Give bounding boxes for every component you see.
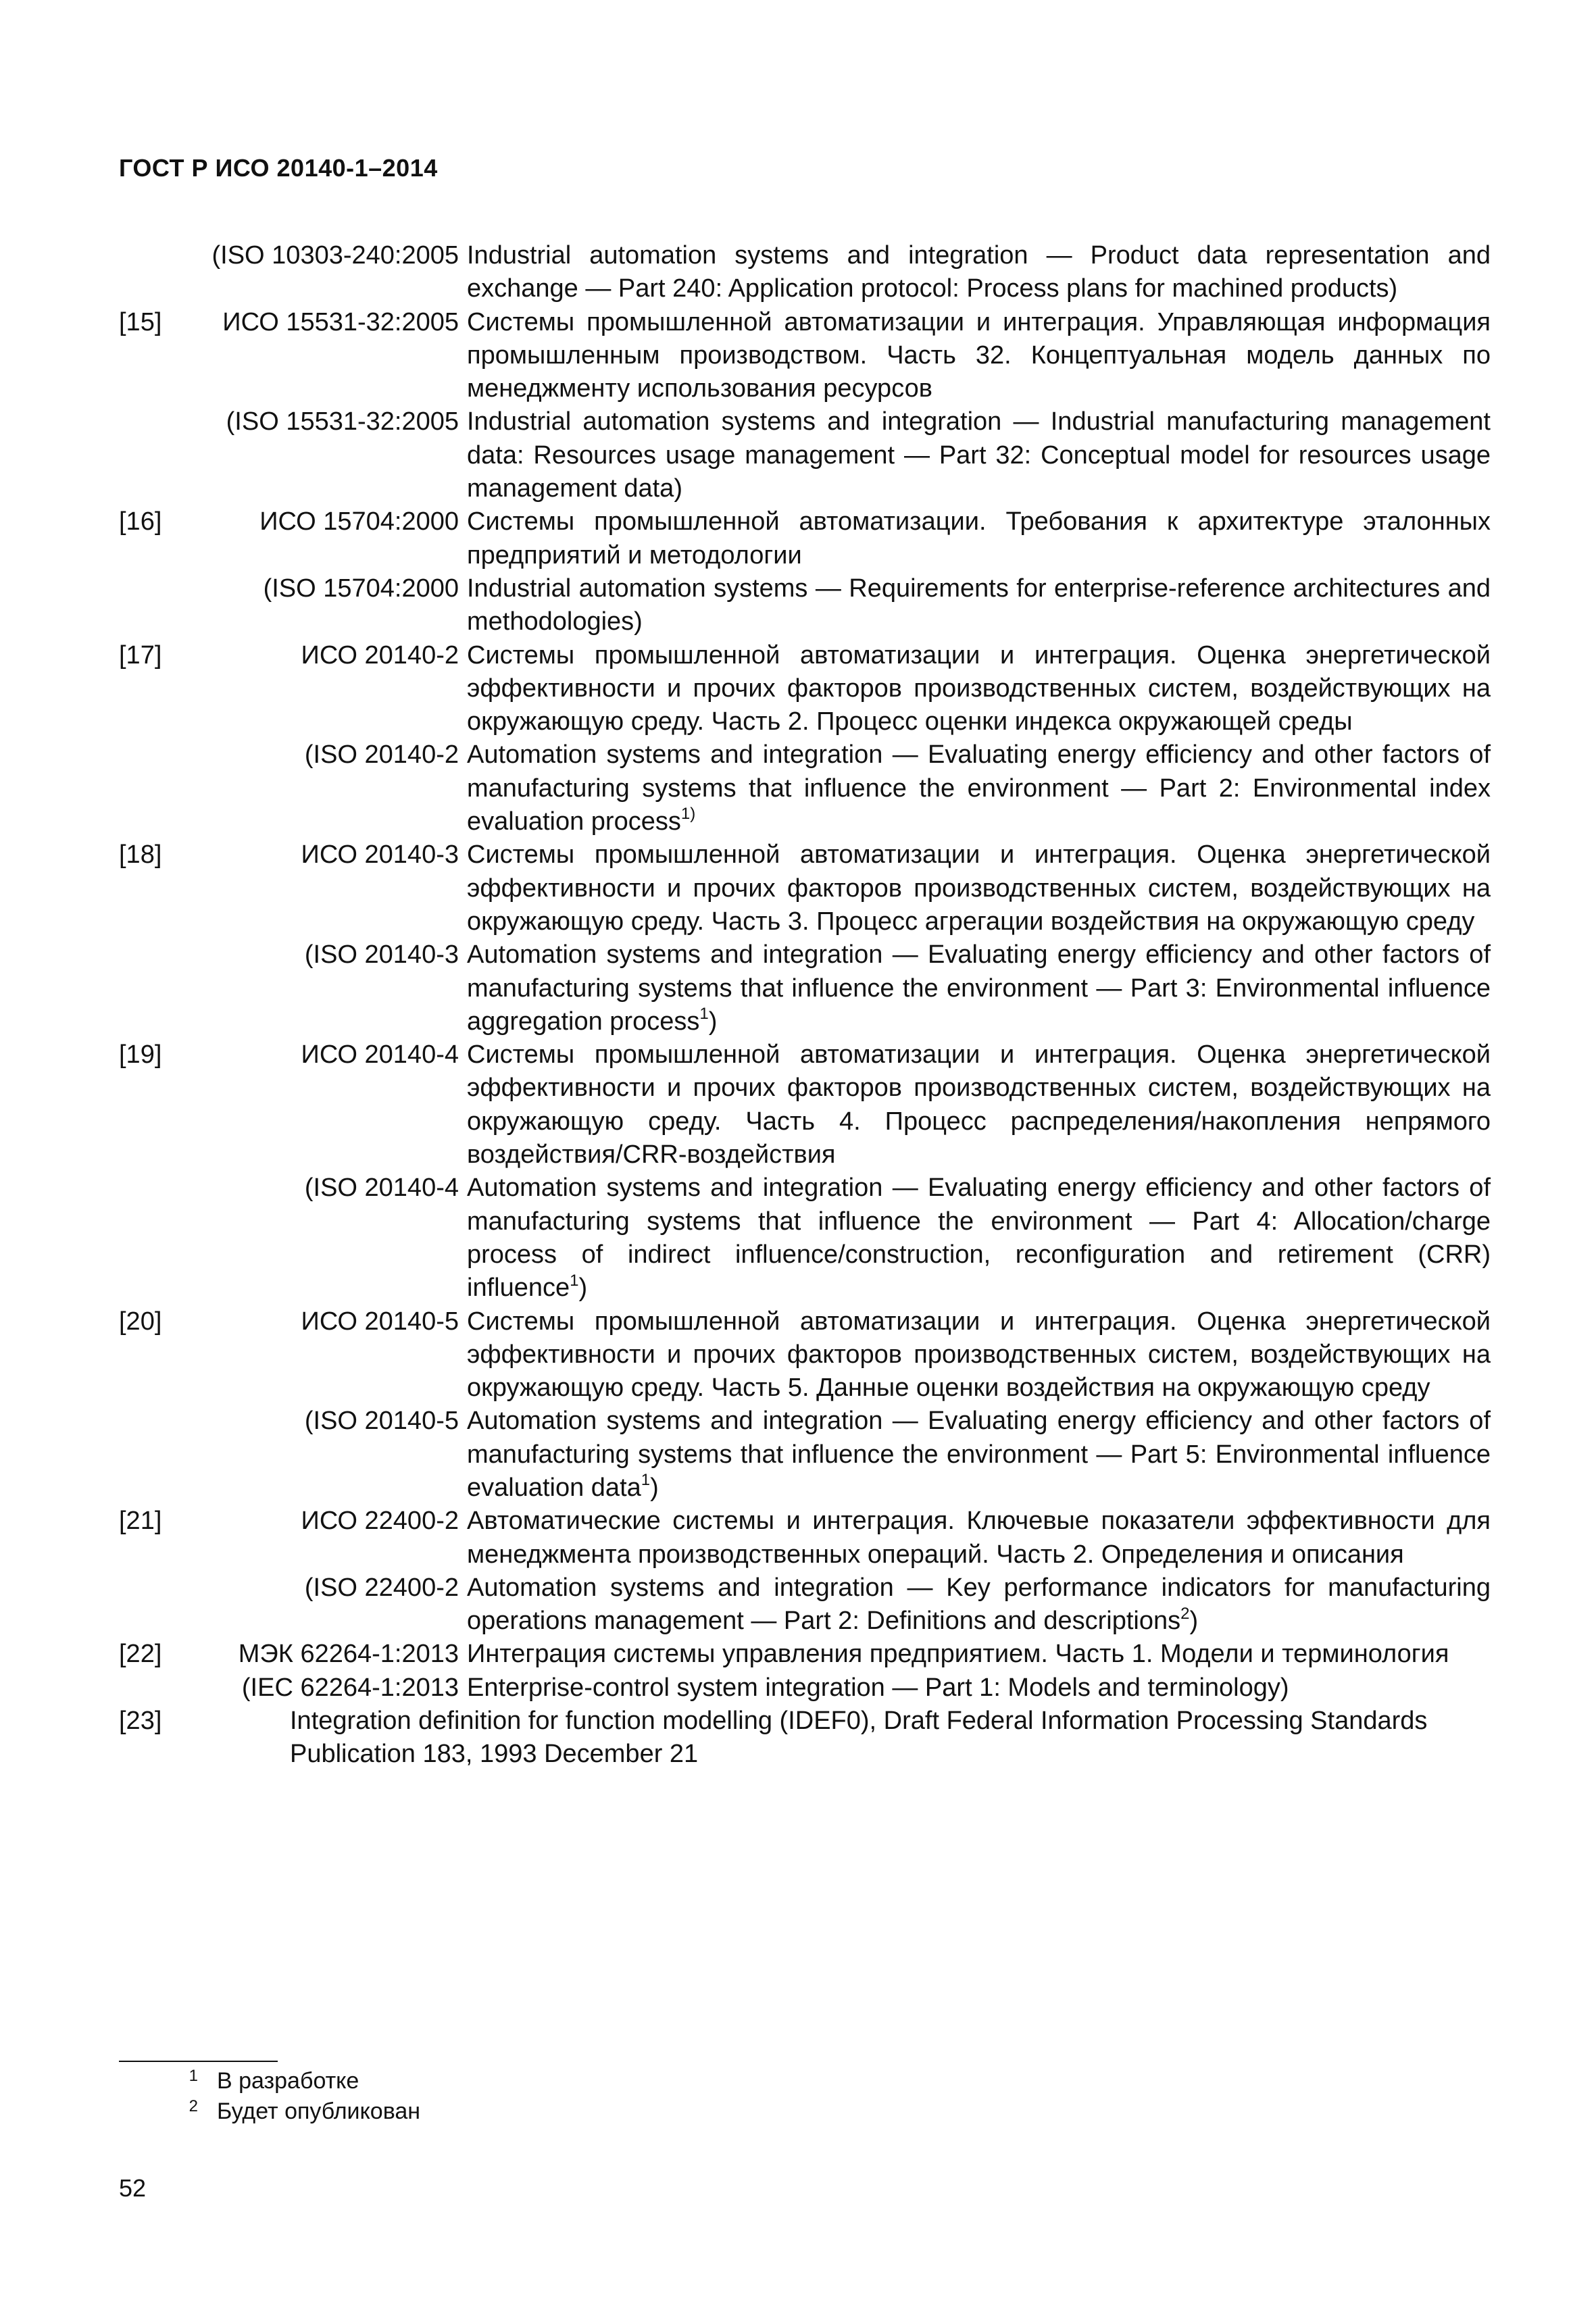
standard-title-text: Системы промышленной автоматизации. Требования к архитектуре эталонных предприятий и методологии — [467, 507, 1491, 570]
standard-code: (ISO 15531-32:2005 — [226, 407, 459, 436]
closing-parenthesis: ) — [650, 1473, 659, 1502]
standard-title-text: Automation systems and integration — Evaluating energy efficiency and other factors of manufacturing systems that influence the environment — Part 5: Environmental influence evaluation data — [467, 1407, 1491, 1502]
standard-code: (ISO 15704:2000 — [263, 574, 459, 603]
footnotes — [119, 2066, 420, 2127]
standard-title-text: Системы промышленной автоматизации и интеграция. Оценка энергетической эффективности и прочих факторов производственных систем, воздействующих на окружающую среду. Часть 3. Процесс агрегации воздействия на окружающую среду — [467, 840, 1491, 936]
standard-title — [467, 639, 1491, 739]
standard-title — [467, 239, 1491, 306]
footnote — [119, 2066, 420, 2096]
entry-number — [119, 1405, 190, 1505]
entry-number: [19] — [119, 1040, 162, 1070]
standard-title-text: Автоматические системы и интеграция. Ключевые показатели эффективности для менеджмента производственных операций. Часть 2. Определения и описания — [467, 1507, 1491, 1569]
entry-number — [119, 572, 190, 639]
standard-title — [467, 1038, 1491, 1172]
closing-parenthesis: ) — [1189, 1607, 1199, 1636]
entry-number — [119, 1571, 190, 1638]
standard-title — [467, 505, 1491, 572]
entry-number: [20] — [119, 1307, 162, 1336]
footnote-text: В разработке — [217, 2068, 359, 2094]
bibliography-entry — [119, 1571, 1491, 1638]
standard-title — [467, 1505, 1491, 1571]
bibliography-entry — [119, 306, 1491, 406]
bibliography-entry — [119, 1405, 1491, 1505]
bibliography-entry — [119, 1505, 1491, 1571]
bibliography-entry — [119, 1638, 1491, 1671]
footnote-mark: 2 — [189, 2097, 198, 2115]
footnote-text: Будет опубликован — [217, 2098, 421, 2124]
standard-code: (ISO 20140-4 — [304, 1174, 459, 1203]
standard-title-text: Automation systems and integration — Key performance indicators for manufacturing operations management — Part 2: Definitions and descriptions — [467, 1573, 1491, 1636]
standard-code: ИСО 20140-2 — [301, 640, 459, 670]
standard-title-text: Automation systems and integration — Evaluating energy efficiency and other factors of manufacturing systems that influence the environment — Part 2: Environmental index evaluation process — [467, 740, 1491, 836]
standard-title — [467, 1172, 1491, 1305]
standard-title-text: Enterprise-control system integration — Part 1: Models and terminology) — [467, 1673, 1289, 1702]
footnote-reference: 1 — [641, 1471, 651, 1490]
bibliography-entry — [119, 1671, 1491, 1705]
standard-title-text: Системы промышленной автоматизации и интеграция. Управляющая информация промышленным производством. Часть 32. Концептуальная модель данных по менеджменту использования ресурсов — [467, 307, 1491, 403]
standard-title — [467, 1571, 1491, 1638]
standard-title-text: Системы промышленной автоматизации и интеграция. Оценка энергетической эффективности и прочих факторов производственных систем, воздействующих на окружающую среду. Часть 5. Данные оценки воздействия на окружающую среду — [467, 1307, 1491, 1403]
standard-title-text: Industrial automation systems and integration — Industrial manufacturing management data: Resources usage management — Part 32: Conceptual model for resources usage management data) — [467, 407, 1491, 503]
standard-title-text: Industrial automation systems — Requirements for enterprise-reference architectures and methodologies) — [467, 574, 1491, 636]
footnote-divider — [119, 2061, 278, 2062]
bibliography-entry — [119, 738, 1491, 838]
page-number: 52 — [119, 2174, 147, 2202]
standard-title — [467, 405, 1491, 505]
standard-code: (ISO 20140-3 — [304, 940, 459, 970]
bibliography-entry — [119, 639, 1491, 739]
entry-number: [18] — [119, 840, 162, 870]
standard-code: (ISO 22400-2 — [304, 1573, 459, 1602]
entry-number — [119, 405, 190, 505]
standard-title — [467, 306, 1491, 406]
standard-code: (IEC 62264-1:2013 — [241, 1673, 459, 1702]
standard-title-text: Интеграция системы управления предприятием. Часть 1. Модели и терминология — [467, 1640, 1449, 1669]
entry-number — [119, 1172, 190, 1305]
reference-text: Integration definition for function modelling (IDEF0), Draft Federal Information Processing Standards Publication 183, 1993 December 21 — [290, 1707, 1428, 1769]
standard-title — [467, 738, 1491, 838]
standard-code: ИСО 15531-32:2005 — [222, 307, 459, 336]
bibliography-entry — [119, 1172, 1491, 1305]
footnote-reference: 1) — [680, 805, 696, 824]
entry-number: [16] — [119, 507, 162, 536]
bibliography-entry — [119, 505, 1491, 572]
entry-number: [15] — [119, 307, 162, 336]
standard-title — [467, 1305, 1491, 1405]
entry-number — [119, 938, 190, 1038]
bibliography-list — [119, 239, 1491, 1771]
entry-number — [119, 239, 190, 306]
closing-parenthesis: ) — [708, 1007, 718, 1036]
standard-title-text: Системы промышленной автоматизации и интеграция. Оценка энергетической эффективности и прочих факторов производственных систем, воздействующих на окружающую среду. Часть 2. Процесс оценки индекса окружающей среды — [467, 640, 1491, 736]
bibliography-entry — [119, 838, 1491, 938]
standard-code: ИСО 20140-4 — [301, 1040, 459, 1070]
standard-code: МЭК 62264-1:2013 — [238, 1640, 459, 1669]
standard-title — [467, 938, 1491, 1038]
standard-code: ИСО 20140-5 — [301, 1307, 459, 1336]
bibliography-entry — [119, 405, 1491, 505]
entry-number: [23] — [119, 1707, 162, 1736]
standard-title — [467, 1638, 1491, 1671]
bibliography-entry — [119, 572, 1491, 639]
entry-number — [119, 738, 190, 838]
standard-code: (ISO 20140-5 — [304, 1407, 459, 1436]
standard-title — [467, 1405, 1491, 1505]
footnote-reference: 1 — [699, 1005, 709, 1024]
standard-code: ИСО 15704:2000 — [259, 507, 459, 536]
bibliography-entry — [119, 938, 1491, 1038]
footnote-reference: 1 — [570, 1271, 579, 1290]
bibliography-entry — [119, 1038, 1491, 1172]
standard-title-text: Системы промышленной автоматизации и интеграция. Оценка энергетической эффективности и прочих факторов производственных систем, воздействующих на окружающую среду. Часть 4. Процесс распределения/накопления непрямого воздействия/CRR-воздействия — [467, 1040, 1491, 1169]
entry-number: [21] — [119, 1507, 162, 1536]
standard-title — [467, 1671, 1491, 1705]
standard-code: ИСО 22400-2 — [301, 1507, 459, 1536]
entry-number: [17] — [119, 640, 162, 670]
standard-title-text: Automation systems and integration — Evaluating energy efficiency and other factors of manufacturing systems that influence the environment — Part 4: Allocation/charge process of indirect influence/construction, reconfiguration and retirement (CRR) influence — [467, 1174, 1491, 1303]
standard-code: (ISO 10303-240:2005 — [211, 241, 459, 270]
standard-title-text: Industrial automation systems and integration — Product data representation and exchange — Part 240: Application protocol: Process plans for machined products) — [467, 241, 1491, 303]
standard-code: ИСО 20140-3 — [301, 840, 459, 870]
entry-number — [119, 1671, 190, 1705]
standard-title — [467, 838, 1491, 938]
entry-number: [22] — [119, 1640, 162, 1669]
document-header: ГОСТ Р ИСО 20140-1–2014 — [119, 154, 438, 182]
footnote-reference: 2 — [1180, 1604, 1190, 1623]
standard-title — [467, 572, 1491, 639]
closing-parenthesis: ) — [578, 1274, 588, 1303]
bibliography-entry — [119, 1705, 1491, 1771]
standard-code: (ISO 20140-2 — [304, 740, 459, 770]
footnote-mark: 1 — [189, 2067, 198, 2085]
bibliography-entry — [119, 1305, 1491, 1405]
footnote — [119, 2096, 420, 2127]
standard-title-text: Automation systems and integration — Evaluating energy efficiency and other factors of manufacturing systems that influence the environment — Part 3: Environmental influence aggregation process — [467, 940, 1491, 1036]
bibliography-entry — [119, 239, 1491, 306]
